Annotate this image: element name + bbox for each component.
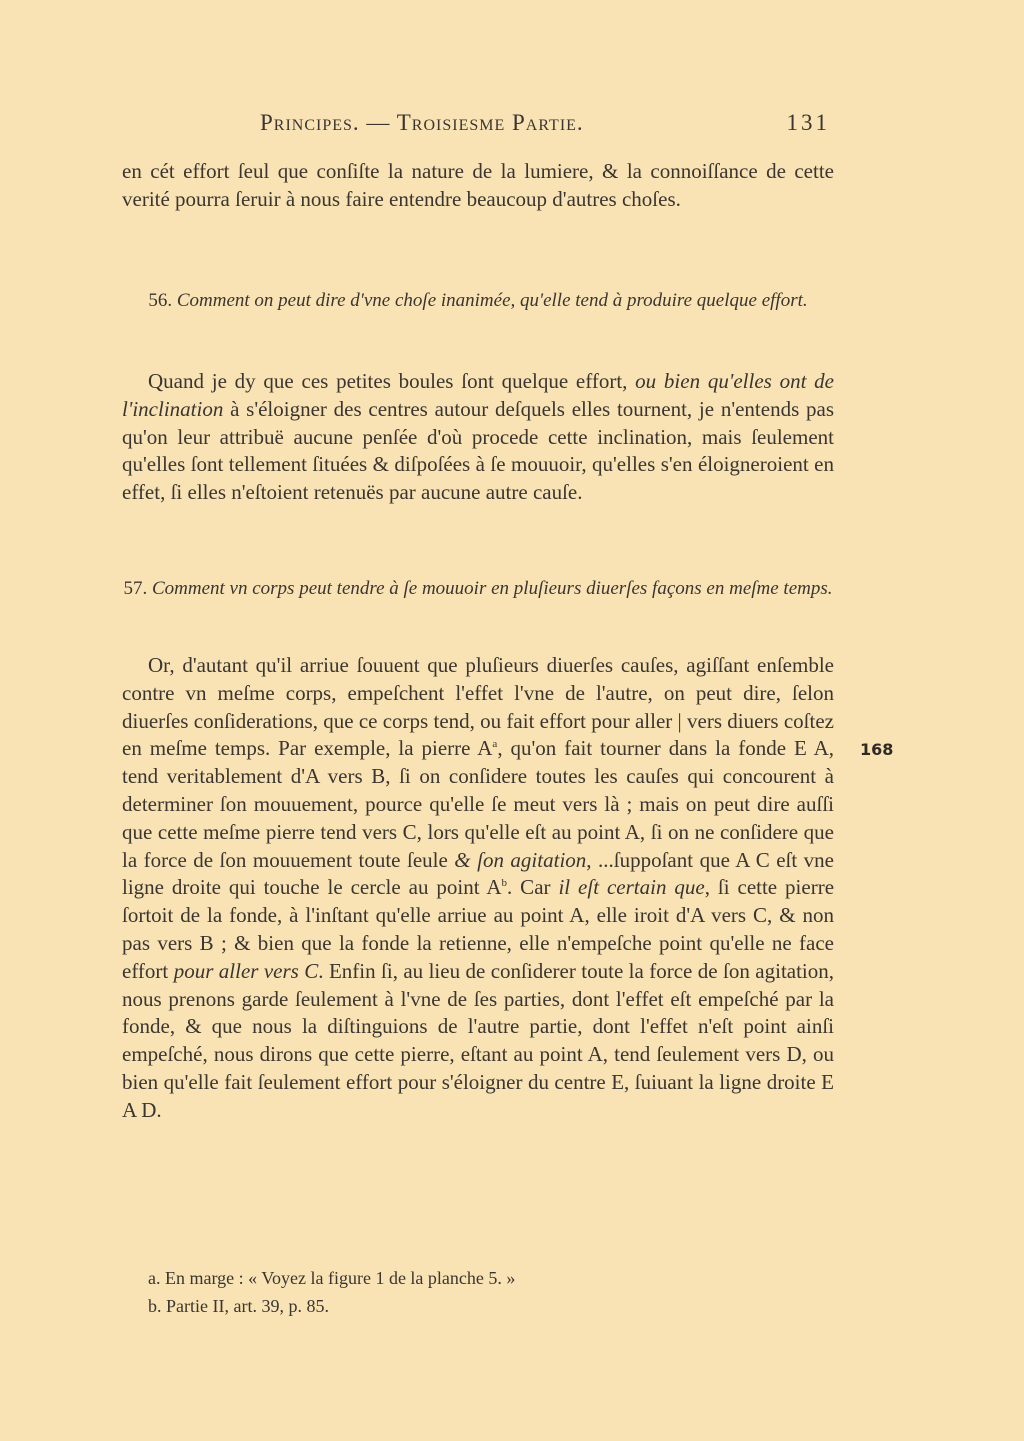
text-run: , ...ſuppoſant que A C eſt vne ligne droite qui touche le cercle au point A xyxy=(122,847,835,900)
section-57-heading xyxy=(122,576,834,601)
text-run: Or, d'autant qu'il arriue ſouuent que pluſieurs diuerſes cauſes, agiſſant enſemble contre vn meſme corps, empeſchent l'effet l'vne de l'autre, on peut dire, ſelon diuerſes conſiderations, que ce corps tend, ou fait effort pour aller | vers diuers coſtez en meſme temps. Par exemple, la pierre A xyxy=(122,653,834,761)
footnote-text: Partie II, art. 39, p. 85. xyxy=(166,1296,329,1316)
text-run: , ſi cette pierre ſortoit de la fonde, à l'inſtant qu'elle arriue au point A, elle iroit d'A vers C, & non pas vers B ; & bien que la fonde la retienne, elle n'empeſche point qu'elle ne face effort xyxy=(122,875,835,983)
footnote-text: En marge : « Voyez la figure 1 de la planche 5. » xyxy=(165,1268,516,1288)
section-number: 56. xyxy=(148,290,173,311)
footnote-b xyxy=(148,1292,329,1320)
footnote-ref-b[interactable]: b xyxy=(501,877,507,890)
italic-text: ou bien qu'elles ont de l'inclination xyxy=(122,369,834,421)
italic-text: pour aller vers C xyxy=(173,958,319,983)
footnote-a xyxy=(148,1264,515,1292)
section-56-heading xyxy=(122,288,834,313)
footnote-ref-a[interactable]: a xyxy=(492,738,498,751)
text-run: . Car xyxy=(507,875,551,900)
text-run: . Enfin ſi, au lieu de conſiderer toute la force de ſon agitation, nous prenons garde ſeulement à l'vne de ſes parties, dont l'effet eſt empeſché par la fonde, & que nous la diſtinguions de l'autre partie, dont l'effet n'eſt point ainſi empeſché, nous dirons que cette pierre, eſtant au point A, tend ſeulement vers D, ou bien qu'elle fait ſeulement effort pour s'éloigner du centre E, ſuiuant la ligne droite E A D. xyxy=(122,958,835,1122)
continuation-paragraph xyxy=(122,158,834,214)
footnote-label: b. xyxy=(148,1296,162,1316)
section-title: Comment vn corps peut tendre à ſe mouuoir en pluſieurs diuerſes façons en meſme temps. xyxy=(151,578,833,599)
italic-text: il eſt certain que xyxy=(558,875,705,900)
paragraph-text: en cét effort ſeul que conſiſte la nature de la lumiere, & la connoiſſance de cette verité pourra ſeruir à nous faire entendre beaucoup d'autres choſes. xyxy=(122,159,834,211)
section-title: Comment on peut dire d'vne choſe inanimée, qu'elle tend à produire quelque effort. xyxy=(176,290,808,311)
text-run: Quand je dy que ces petites boules ſont quelque effort, xyxy=(148,369,628,393)
paragraph xyxy=(122,368,834,507)
section-57-body xyxy=(122,652,834,1125)
text-run: , qu'on fait tourner dans la fonde E A, tend veritablement d'A vers B, ſi on conſidere toutes les cauſes qui concourent à determiner ſon mouuement, pource qu'elle ſe meut vers là ; mais on peut dire auſſi que cette meſme pierre tend vers C, lors qu'elle eſt au point A, ſi on ne conſidere que la force de ſon mouuement toute ſeule xyxy=(122,736,834,872)
section-56-body xyxy=(122,368,834,507)
page-number: 131 xyxy=(786,110,830,135)
footnote-label: a. xyxy=(148,1268,161,1288)
page-header xyxy=(122,110,834,144)
paragraph xyxy=(122,652,834,1125)
italic-text: & ſon agitation xyxy=(454,847,587,872)
margin-page-reference: 168 xyxy=(860,740,894,759)
section-number: 57. xyxy=(123,578,148,599)
text-run: à s'éloigner des centres autour deſquels elles tournent, je n'entends pas qu'on leur attribuë aucune penſée d'où procede cette inclination, mais ſeulement qu'elles ſont tellement ſituées & diſpoſées à ſe mouuoir, qu'elles s'en éloigneroient en effet, ſi elles n'eſtoient retenuës par aucune autre cauſe. xyxy=(122,396,834,505)
running-title: Principes. — Troisiesme Partie. xyxy=(260,110,584,135)
